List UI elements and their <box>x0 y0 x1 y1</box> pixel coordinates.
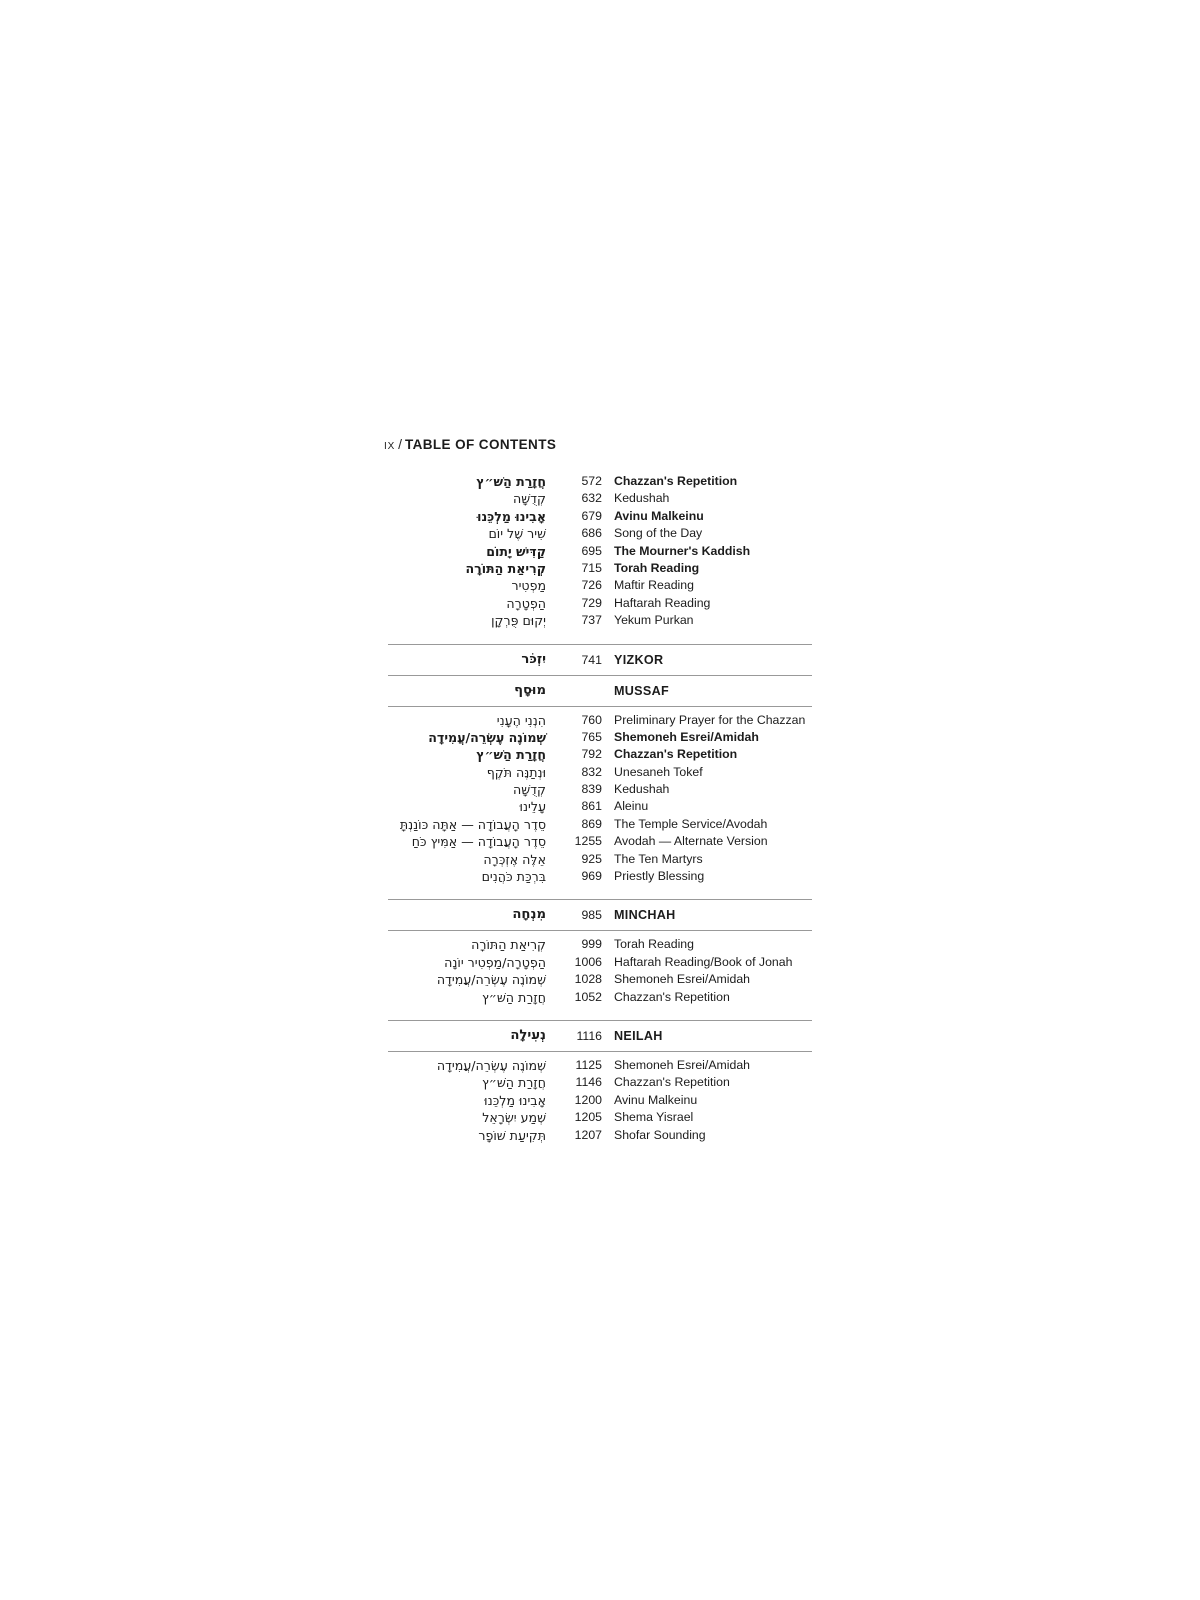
hebrew-title-cell <box>388 525 546 542</box>
entry-page-number: 839 <box>581 782 602 797</box>
entry-english-title: Shemoneh Esrei/Amidah <box>614 1057 751 1072</box>
entry-english-title: Torah Reading <box>614 560 700 575</box>
entry-page-number: 1052 <box>574 989 602 1004</box>
entry-hebrew-title: קְרִיאַת הַתּוֹרָה <box>471 937 546 953</box>
entry-english-title: Unesaneh Tokef <box>614 764 703 779</box>
entry-hebrew-title: סֵדֶר הָעֲבוֹדָה — אַמִּיץ כֹּחַ <box>411 834 546 850</box>
entry-page-number: 632 <box>581 491 602 506</box>
hebrew-title-cell <box>388 833 546 850</box>
toc-entry <box>388 798 812 815</box>
section-hebrew-title: מוּסָף <box>514 682 546 698</box>
toc-entry <box>388 1127 812 1144</box>
page-header <box>384 436 556 455</box>
section-entries <box>388 931 812 1006</box>
entry-english-title: The Ten Martyrs <box>614 851 703 866</box>
toc-entry <box>388 851 812 868</box>
entry-english-title: Chazzan's Repetition <box>614 747 738 762</box>
hebrew-title-cell <box>388 508 546 525</box>
entry-english-title: Chazzan's Repetition <box>614 474 738 488</box>
section-page-number: 741 <box>581 652 602 667</box>
section-hebrew-title: יִזְכֹּר <box>521 651 546 667</box>
entry-hebrew-title: חֲזָרַת הַשּׁ״ץ <box>481 1075 546 1091</box>
entry-english-title: Shemoneh Esrei/Amidah <box>614 972 751 987</box>
table-of-contents <box>388 473 812 1144</box>
hebrew-title-cell <box>388 560 546 577</box>
entry-page-number: 679 <box>581 508 602 523</box>
entry-page-number: 572 <box>581 474 602 488</box>
entry-english-title: Maftir Reading <box>614 578 694 593</box>
hebrew-title-cell <box>388 473 546 490</box>
entry-hebrew-title: תְּקִיעַת שׁוֹפָר <box>478 1127 546 1143</box>
entry-english-title: Haftarah Reading/Book of Jonah <box>614 954 793 969</box>
toc-entry <box>388 473 812 490</box>
entry-english-title: Avodah — Alternate Version <box>614 834 768 849</box>
toc-entry <box>388 971 812 988</box>
toc-entry <box>388 712 812 729</box>
entry-hebrew-title: הִנְנִי הֶעָנִי <box>496 712 546 728</box>
entry-page-number: 686 <box>581 526 602 541</box>
toc-entry <box>388 490 812 507</box>
entry-english-title: Avinu Malkeinu <box>614 1092 698 1107</box>
toc-entry <box>388 577 812 594</box>
hebrew-title-cell <box>388 989 546 1006</box>
hebrew-title-cell <box>388 595 546 612</box>
hebrew-title-cell <box>388 971 546 988</box>
entry-page-number: 1207 <box>574 1127 602 1142</box>
entry-hebrew-title: חֲזָרַת הַשּׁ״ץ <box>476 747 546 763</box>
section-title: NEILAH <box>614 1028 663 1043</box>
entry-page-number: 1146 <box>575 1075 602 1090</box>
toc-entry <box>388 1109 812 1126</box>
entry-page-number: 1125 <box>575 1057 602 1072</box>
entry-page-number: 1255 <box>574 834 602 849</box>
toc-entry <box>388 508 812 525</box>
toc-entry <box>388 989 812 1006</box>
section-hebrew-title: מִנְחָה <box>512 907 546 923</box>
section-entries <box>388 1052 812 1144</box>
entry-hebrew-title: שְׁמוֹנֶה עֶשְׂרֵה/עֲמִידָה <box>428 729 546 745</box>
entry-page-number: 792 <box>581 747 602 762</box>
entry-hebrew-title: אָבִינוּ מַלְכֵּנוּ <box>484 1092 546 1108</box>
toc-entry <box>388 525 812 542</box>
section-title: MUSSAF <box>614 683 669 698</box>
entry-hebrew-title: שְׁמַע יִשְׂרָאֵל <box>482 1110 546 1126</box>
entry-english-title: Aleinu <box>614 799 649 814</box>
entry-page-number: 1006 <box>574 954 602 969</box>
hebrew-title-cell <box>388 1092 546 1109</box>
toc-entry <box>388 868 812 885</box>
hebrew-title-cell <box>388 798 546 815</box>
hebrew-title-cell <box>388 954 546 971</box>
toc-entry <box>388 781 812 798</box>
entry-page-number: 969 <box>581 869 602 884</box>
entry-hebrew-title: סֵדֶר הָעֲבוֹדָה — אַתָּה כּוֹנַנְתָּ <box>399 816 546 832</box>
section-entries <box>388 707 812 886</box>
entry-page-number: 832 <box>581 764 602 779</box>
toc-entry <box>388 746 812 763</box>
entry-english-title: Preliminary Prayer for the Chazzan <box>614 712 806 727</box>
entry-page-number: 1200 <box>574 1092 602 1107</box>
section-page-number: 1116 <box>576 1028 602 1043</box>
section-page-number <box>558 676 602 706</box>
section-title: YIZKOR <box>614 652 664 667</box>
hebrew-title-cell <box>388 645 546 675</box>
hebrew-title-cell <box>388 816 546 833</box>
hebrew-title-cell <box>388 490 546 507</box>
toc-entry <box>388 560 812 577</box>
entry-english-title: Avinu Malkeinu <box>614 508 704 523</box>
entry-english-title: The Temple Service/Avodah <box>614 816 768 831</box>
entry-hebrew-title: וּנְתַנֶּה תֹּקֶף <box>486 764 546 780</box>
entry-english-title: Kedushah <box>614 491 670 506</box>
entry-page-number: 737 <box>581 613 602 628</box>
toc-entry <box>388 612 812 629</box>
entry-hebrew-title: חֲזָרַת הַשּׁ״ץ <box>476 474 546 489</box>
entry-hebrew-title: שְׁמוֹנֶה עֶשְׂרֵה/עֲמִידָה <box>436 972 546 988</box>
toc-entry <box>388 954 812 971</box>
entry-hebrew-title: מַפְטִיר <box>511 578 546 594</box>
hebrew-title-cell <box>388 676 546 706</box>
entry-english-title: Torah Reading <box>614 937 694 952</box>
entry-page-number: 765 <box>581 729 602 744</box>
section-header-row <box>388 1021 812 1051</box>
entry-page-number: 999 <box>581 937 602 952</box>
entry-hebrew-title: שִׁיר שֶׁל יוֹם <box>488 526 546 542</box>
hebrew-title-cell <box>388 612 546 629</box>
section-header-row <box>388 676 812 706</box>
entry-page-number: 1028 <box>574 972 602 987</box>
entry-english-title: Shemoneh Esrei/Amidah <box>614 729 759 744</box>
entry-hebrew-title: קְרִיאַת הַתּוֹרָה <box>465 560 546 576</box>
toc-entry <box>388 595 812 612</box>
section-hebrew-title: נְעִילָה <box>510 1027 546 1043</box>
entry-hebrew-title: קְדֻשָּׁה <box>513 491 546 507</box>
entry-hebrew-title: אָבִינוּ מַלְכֵּנוּ <box>477 508 546 524</box>
header-separator: / <box>398 436 402 452</box>
toc-entry <box>388 543 812 560</box>
entry-page-number: 925 <box>581 851 602 866</box>
hebrew-title-cell <box>388 1127 546 1144</box>
entry-hebrew-title: שְׁמוֹנֶה עֶשְׂרֵה/עֲמִידָה <box>436 1057 546 1073</box>
toc-entry <box>388 729 812 746</box>
section-page-number: 985 <box>581 908 602 923</box>
entry-page-number: 869 <box>581 816 602 831</box>
hebrew-title-cell <box>388 1109 546 1126</box>
entry-page-number: 1205 <box>574 1110 602 1125</box>
entry-english-title: Chazzan's Repetition <box>614 1075 730 1090</box>
hebrew-title-cell <box>388 543 546 560</box>
hebrew-title-cell <box>388 712 546 729</box>
section-entries <box>388 473 812 630</box>
page-title: TABLE OF CONTENTS <box>404 437 557 452</box>
section-header-row <box>388 645 812 675</box>
hebrew-title-cell <box>388 764 546 781</box>
entry-hebrew-title: קַדִּישׁ יָתוֹם <box>486 543 546 559</box>
entry-hebrew-title: הַפְטָרָה <box>506 595 546 611</box>
entry-hebrew-title: עָלֵינוּ <box>519 799 546 815</box>
toc-entry <box>388 764 812 781</box>
entry-english-title: Yekum Purkan <box>614 613 694 628</box>
hebrew-title-cell <box>388 900 546 930</box>
entry-hebrew-title: אֵלֶּה אֶזְכְּרָה <box>483 851 546 867</box>
entry-english-title: The Mourner's Kaddish <box>614 543 751 558</box>
hebrew-title-cell <box>388 868 546 885</box>
section-title: MINCHAH <box>614 908 676 923</box>
entry-english-title: Priestly Blessing <box>614 869 705 884</box>
hebrew-title-cell <box>388 1074 546 1091</box>
toc-entry <box>388 1092 812 1109</box>
entry-page-number: 760 <box>581 712 602 727</box>
section-header-row <box>388 900 812 930</box>
hebrew-title-cell <box>388 729 546 746</box>
hebrew-title-cell <box>388 577 546 594</box>
entry-hebrew-title: יְקוּם פֻּרְקָן <box>491 613 546 629</box>
entry-page-number: 726 <box>581 578 602 593</box>
hebrew-title-cell <box>388 1057 546 1074</box>
entry-hebrew-title: הַפְטָרָה/מַפְטִיר יוֹנָה <box>444 954 546 970</box>
entry-english-title: Chazzan's Repetition <box>614 989 730 1004</box>
hebrew-title-cell <box>388 746 546 763</box>
entry-hebrew-title: חֲזָרַת הַשּׁ״ץ <box>481 989 546 1005</box>
hebrew-title-cell <box>388 936 546 953</box>
entry-english-title: Kedushah <box>614 782 670 797</box>
hebrew-title-cell <box>388 851 546 868</box>
hebrew-title-cell <box>388 1021 546 1051</box>
toc-entry <box>388 833 812 850</box>
toc-entry <box>388 1074 812 1091</box>
toc-entry <box>388 1057 812 1074</box>
toc-entry <box>388 816 812 833</box>
hebrew-title-cell <box>388 781 546 798</box>
entry-english-title: Song of the Day <box>614 526 703 541</box>
entry-page-number: 861 <box>581 799 602 814</box>
entry-page-number: 695 <box>581 543 602 558</box>
entry-english-title: Shofar Sounding <box>614 1127 706 1142</box>
folio-page-number: IX <box>384 441 396 452</box>
entry-english-title: Haftarah Reading <box>614 595 711 610</box>
entry-page-number: 729 <box>581 595 602 610</box>
entry-hebrew-title: קְדֻשָּׁה <box>513 782 546 798</box>
entry-page-number: 715 <box>581 560 602 575</box>
entry-english-title: Shema Yisrael <box>614 1110 694 1125</box>
toc-entry <box>388 936 812 953</box>
entry-hebrew-title: בִּרְכַּת כֹּהֲנִים <box>481 869 546 885</box>
